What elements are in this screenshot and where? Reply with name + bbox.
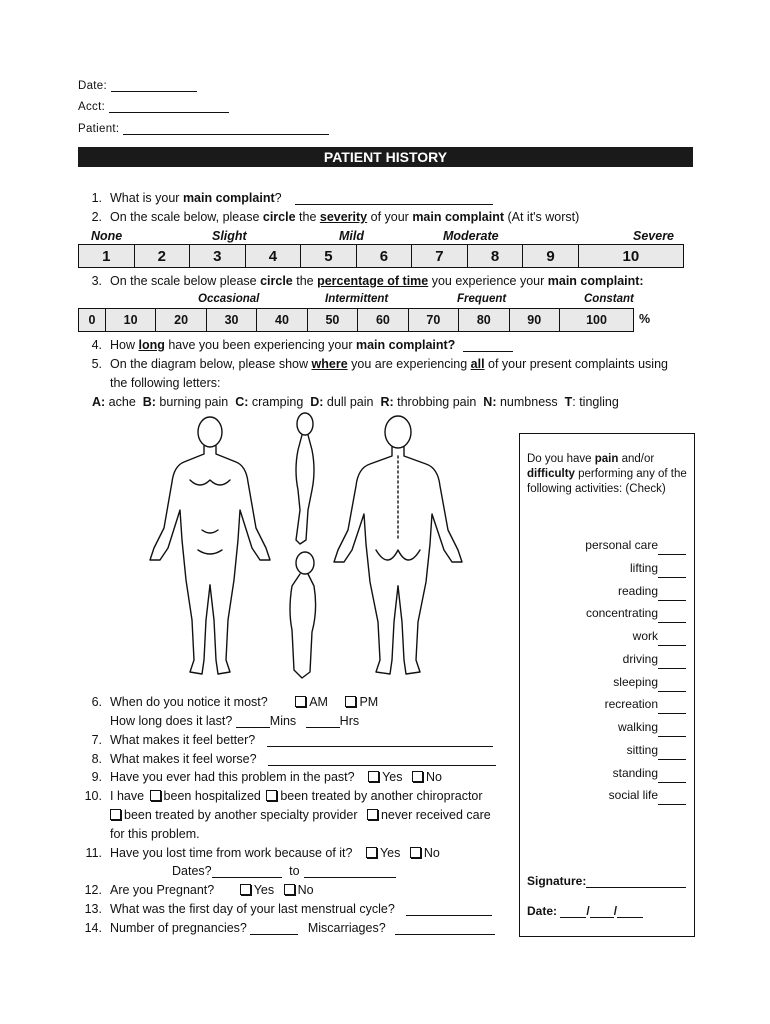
pct-cell[interactable]: 10 [105, 309, 155, 332]
percentage-scale [78, 308, 634, 332]
patient-label: Patient: [78, 123, 120, 135]
activities-intro: Do you have pain and/or difficulty performing any of the following activities: (Check) [527, 453, 687, 495]
severity-cell[interactable]: 10 [578, 245, 683, 268]
date-line[interactable] [111, 80, 197, 92]
pct-cell[interactable]: 30 [206, 309, 256, 332]
pct-cell[interactable]: 90 [509, 309, 559, 332]
pregnancies-line[interactable] [250, 923, 298, 935]
question-4: 4. How long have you been experiencing your main complaint? [80, 338, 513, 352]
severity-cell[interactable]: 8 [467, 245, 523, 268]
never-care-checkbox[interactable]: never received care [365, 808, 491, 822]
signature-date-field[interactable]: Date: / / [527, 904, 643, 918]
question-11: 11. Have you lost time from work because of it? Yes No [85, 846, 440, 860]
question-10-end: for this problem. [110, 827, 200, 841]
severity-cell[interactable]: 5 [301, 245, 357, 268]
severity-cell[interactable]: 9 [523, 245, 579, 268]
date-field[interactable] [78, 80, 197, 92]
pct-label-intermittent: Intermittent [325, 293, 389, 305]
question-10-cont [108, 808, 491, 822]
question-12: 12. Are you Pregnant? Yes No [84, 883, 314, 897]
acct-line[interactable] [109, 101, 229, 113]
question-7: 7. What makes it feel better? [80, 733, 493, 747]
severity-label-mild: Mild [339, 229, 364, 243]
pct-label-constant: Constant [584, 293, 634, 305]
question-9: 9. Have you ever had this problem in the past? Yes No [91, 770, 442, 784]
past-yes-checkbox[interactable]: Yes [366, 770, 402, 784]
activity-item[interactable]: recreation [604, 697, 658, 711]
activity-item[interactable]: social life [608, 788, 658, 802]
severity-label-none: None [91, 229, 123, 243]
activities-panel [519, 433, 695, 937]
activity-item[interactable]: lifting [629, 561, 658, 575]
work-no-checkbox[interactable]: No [408, 846, 440, 860]
page-title: PATIENT HISTORY [78, 147, 693, 167]
pain-letter-legend: A: ache B: burning pain C: cramping D: dull pain R: throbbing pain N: numbness T: tingling [92, 395, 619, 409]
question-3: 3. On the scale below please circle the percentage of time you experience your main complaint: [91, 274, 644, 288]
patient-field[interactable] [78, 123, 329, 135]
acct-label: Acct: [78, 101, 106, 113]
body-back-figure [334, 416, 462, 674]
severity-cell[interactable]: 6 [356, 245, 412, 268]
worse-line[interactable] [268, 754, 496, 766]
severity-cell[interactable]: 7 [412, 245, 468, 268]
question-11-dates: Dates? to [172, 864, 396, 878]
question-10: 10. I have been hospitalized been treated by another chiropractor [84, 789, 483, 803]
percent-sign: % [639, 312, 651, 326]
pct-cell[interactable]: 100 [559, 309, 633, 332]
activity-item[interactable]: concentrating [585, 606, 658, 620]
question-5-cont: the following letters: [110, 376, 221, 390]
miscarriages-line[interactable] [395, 923, 495, 935]
chiropractor-checkbox[interactable]: been treated by another chiropractor [264, 789, 482, 803]
hrs-line[interactable] [306, 716, 340, 728]
severity-cell[interactable]: 4 [245, 245, 301, 268]
severity-cell[interactable]: 2 [134, 245, 190, 268]
better-line[interactable] [267, 735, 493, 747]
body-front-figure [150, 417, 270, 674]
activity-item[interactable]: sleeping [613, 675, 658, 689]
specialty-checkbox[interactable]: been treated by another specialty provider [108, 808, 357, 822]
activity-item[interactable]: personal care [585, 538, 658, 552]
pct-label-occasional: Occasional [198, 293, 260, 305]
body-side-figure-upper [296, 413, 314, 544]
pregnant-no-checkbox[interactable]: No [282, 883, 314, 897]
pm-checkbox[interactable]: PM [343, 695, 378, 709]
date-from-line[interactable] [212, 866, 282, 878]
question-6: 6. When do you notice it most? AM PM [91, 695, 379, 709]
pct-cell[interactable]: 70 [408, 309, 458, 332]
pregnant-yes-checkbox[interactable]: Yes [238, 883, 274, 897]
body-diagram[interactable] [140, 410, 470, 685]
pct-cell[interactable]: 50 [307, 309, 357, 332]
pct-cell[interactable]: 20 [156, 309, 206, 332]
activity-item[interactable]: walking [617, 720, 658, 734]
cycle-line[interactable] [406, 904, 492, 916]
am-checkbox[interactable]: AM [293, 695, 328, 709]
work-yes-checkbox[interactable]: Yes [364, 846, 400, 860]
question-5: 5. On the diagram below, please show where you are experiencing all of your present complaints using [91, 357, 668, 371]
severity-cell[interactable]: 1 [79, 245, 135, 268]
activity-item[interactable]: standing [612, 766, 658, 780]
question-2: 2. On the scale below, please circle the severity of your main complaint (At it's worst) [91, 210, 580, 224]
question-13: 13. What was the first day of your last menstrual cycle? [80, 902, 492, 916]
signature-field[interactable]: Signature: [527, 874, 686, 888]
duration-line[interactable] [463, 340, 513, 352]
date-to-line[interactable] [304, 866, 396, 878]
acct-field[interactable] [78, 101, 229, 113]
past-no-checkbox[interactable]: No [410, 770, 442, 784]
main-complaint-line[interactable] [295, 193, 493, 205]
activity-item[interactable]: driving [622, 652, 658, 666]
hospitalized-checkbox[interactable]: been hospitalized [148, 789, 261, 803]
date-label: Date: [78, 80, 107, 92]
severity-label-slight: Slight [212, 229, 247, 243]
question-14: 14. Number of pregnancies? Miscarriages? [80, 921, 495, 935]
pct-cell[interactable]: 60 [358, 309, 408, 332]
question-6-duration: How long does it last? Mins Hrs [110, 714, 360, 728]
question-1: 1. What is your main complaint? [80, 191, 493, 205]
patient-line[interactable] [123, 123, 329, 135]
mins-line[interactable] [236, 716, 270, 728]
severity-scale [78, 244, 684, 268]
pct-label-frequent: Frequent [457, 293, 507, 305]
severity-cell[interactable]: 3 [190, 245, 246, 268]
severity-label-severe: Severe [633, 229, 675, 243]
body-side-figure-lower [290, 552, 316, 678]
activity-item[interactable]: sitting [626, 743, 658, 757]
activity-item[interactable]: reading [617, 584, 658, 598]
severity-label-moderate: Moderate [443, 229, 499, 243]
pct-cell[interactable]: 80 [459, 309, 509, 332]
question-8: 8. What makes it feel worse? [80, 752, 496, 766]
pct-cell[interactable]: 40 [257, 309, 307, 332]
activity-item[interactable]: work [632, 629, 658, 643]
pct-cell[interactable]: 0 [79, 309, 106, 332]
activity-lines [526, 543, 686, 803]
